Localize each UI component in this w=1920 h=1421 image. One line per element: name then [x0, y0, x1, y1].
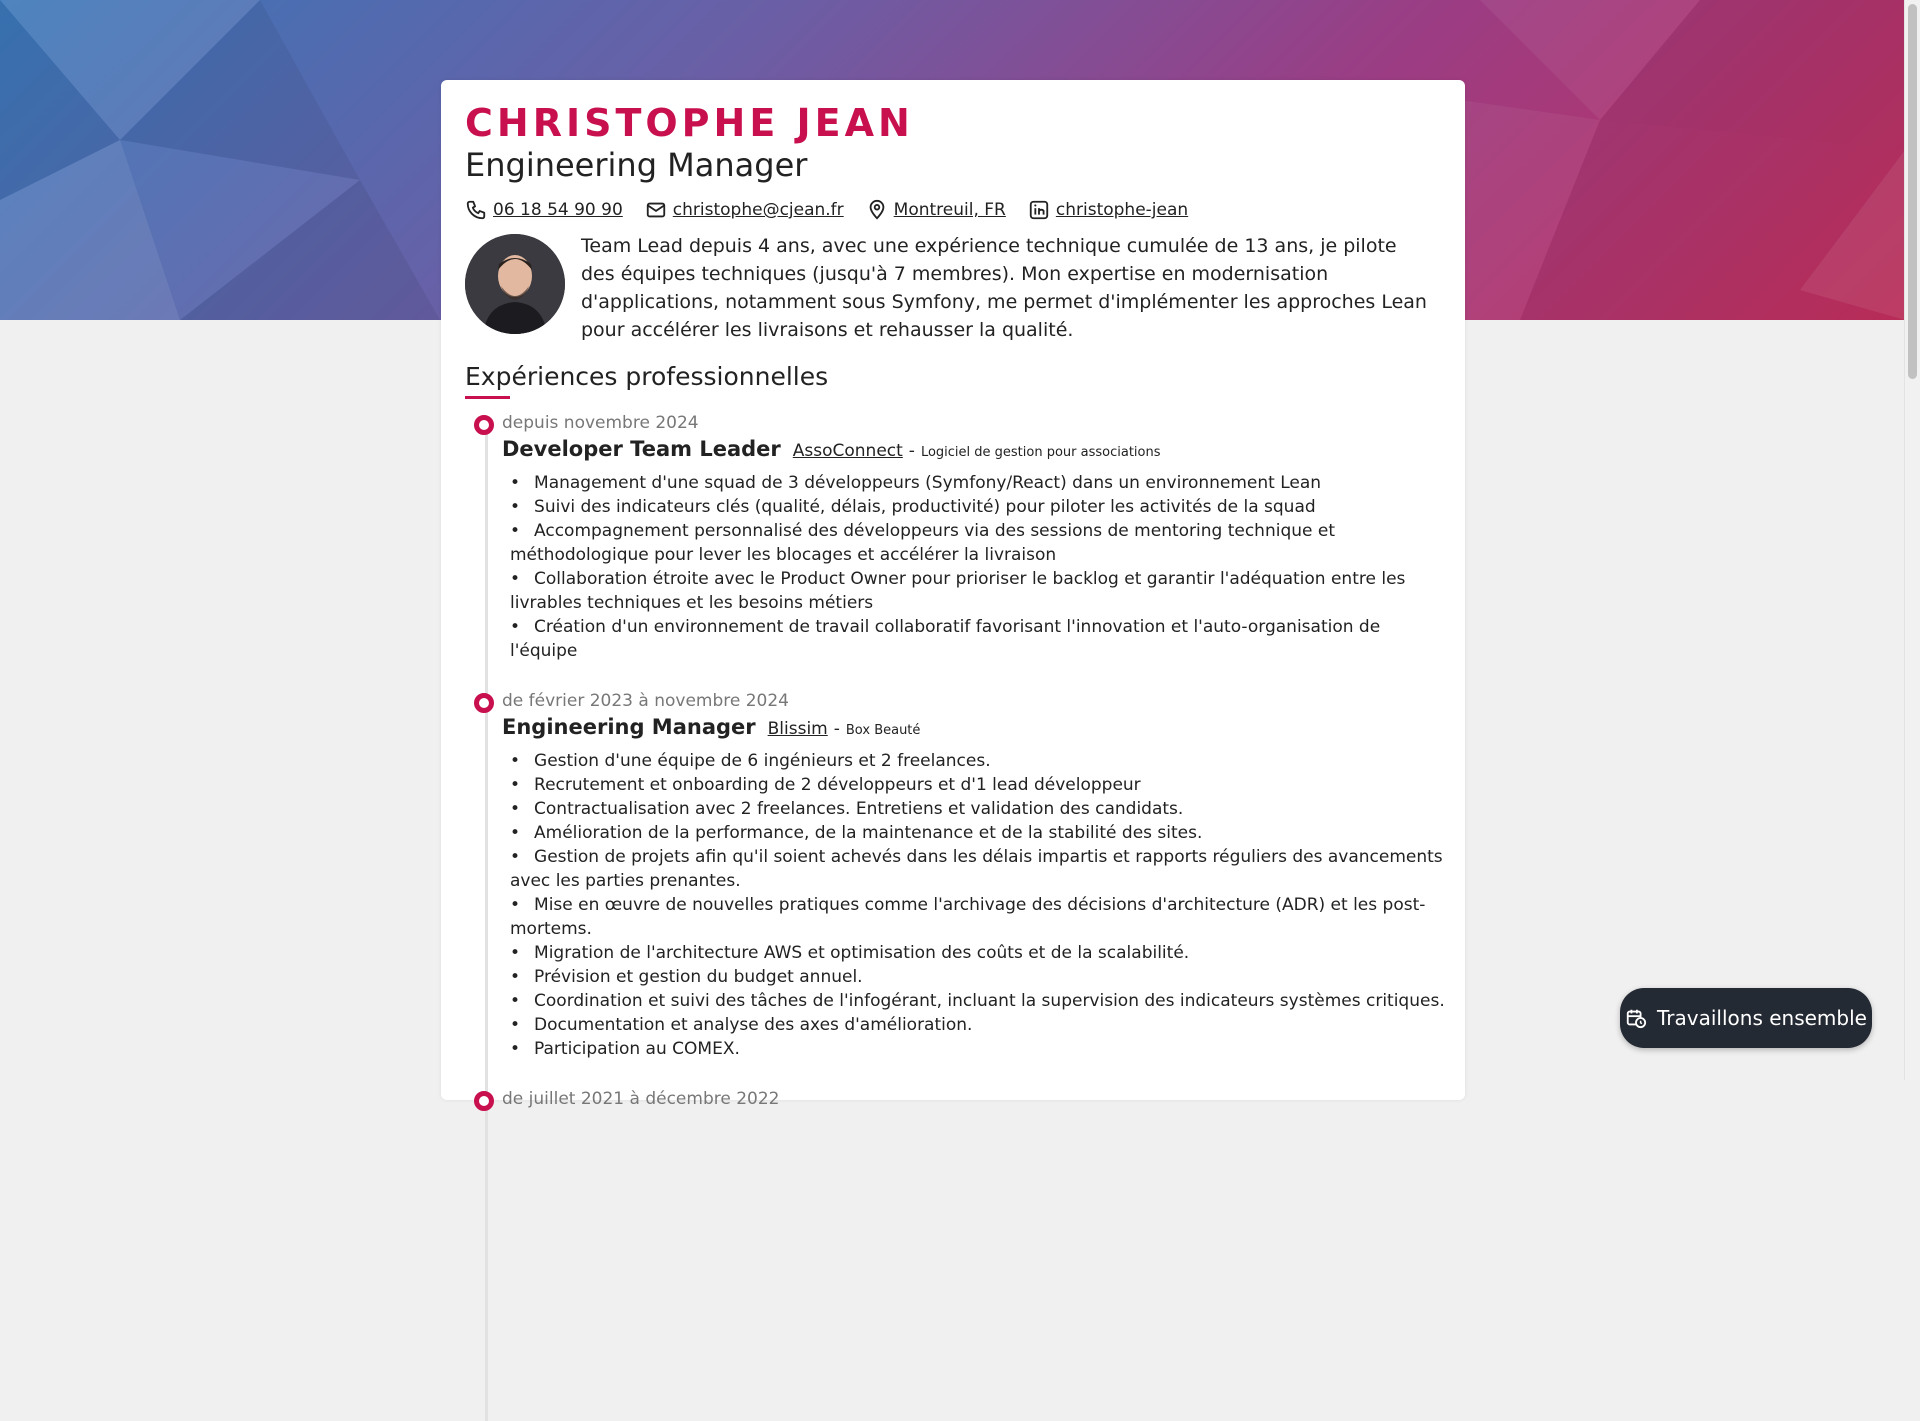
contact-linkedin: [1028, 199, 1188, 221]
experience-item: [465, 1089, 1435, 1109]
experience-role: Developer Team Leader: [502, 437, 781, 461]
company-description: Logiciel de gestion pour associations: [920, 445, 1161, 460]
cta-label: Travaillons ensemble: [1657, 1006, 1867, 1030]
page-scrollbar[interactable]: [1904, 0, 1920, 1080]
location-link[interactable]: Montreuil, FR: [893, 200, 1006, 220]
phone-link[interactable]: 06 18 54 90 90: [493, 200, 623, 220]
list-item: • Contractualisation avec 2 freelances. Entretiens et validation des candidats.: [510, 797, 1450, 821]
experience-header: [502, 715, 1435, 739]
list-item: • Participation au COMEX.: [510, 1037, 1450, 1061]
separator: -: [908, 441, 915, 461]
contact-cta-button[interactable]: [1620, 988, 1872, 1048]
company-link[interactable]: AssoConnect: [792, 441, 903, 461]
experience-role: Engineering Manager: [502, 715, 756, 739]
scrollbar-thumb[interactable]: [1908, 4, 1917, 379]
company-link[interactable]: Blissim: [767, 719, 828, 739]
list-item: • Prévision et gestion du budget annuel.: [510, 965, 1450, 989]
profile-name: CHRISTOPHE JEAN: [465, 101, 914, 145]
experience-period: de juillet 2021 à décembre 2022: [502, 1089, 780, 1109]
list-item: • Collaboration étroite avec le Product Owner pour prioriser le backlog et garantir l'adéquation entre les livrables techniques et les besoins métiers: [510, 567, 1450, 615]
contact-email: [645, 199, 844, 221]
list-item: • Gestion d'une équipe de 6 ingénieurs et 2 freelances.: [510, 749, 1450, 773]
list-item: • Documentation et analyse des axes d'amélioration.: [510, 1013, 1450, 1037]
linkedin-link[interactable]: christophe-jean: [1055, 200, 1189, 220]
phone-icon: [465, 199, 487, 221]
timeline-dot: [474, 693, 494, 713]
experience-item: [465, 413, 1435, 663]
avatar: [465, 234, 565, 334]
profile-title: Engineering Manager: [465, 146, 808, 184]
separator: -: [833, 719, 840, 739]
contact-bar: [465, 198, 1435, 222]
experience-bullets: [502, 749, 1450, 1061]
list-item: • Amélioration de la performance, de la maintenance et de la stabilité des sites.: [510, 821, 1450, 845]
list-item: • Suivi des indicateurs clés (qualité, délais, productivité) pour piloter les activités de la squad: [510, 495, 1450, 519]
list-item: • Gestion de projets afin qu'il soient achevés dans les délais impartis et rapports réguliers des avancements avec les parties prenantes.: [510, 845, 1450, 893]
mail-icon: [645, 199, 667, 221]
experience-bullets: [502, 471, 1450, 663]
experience-header: [502, 437, 1435, 461]
timeline-dot: [474, 1091, 494, 1111]
company-description: Box Beauté: [845, 723, 921, 738]
section-title-experience: Expériences professionnelles: [465, 362, 829, 391]
list-item: • Mise en œuvre de nouvelles pratiques comme l'archivage des décisions d'architecture (ADR) et les post-mortems.: [510, 893, 1450, 941]
bio-block: [465, 234, 1435, 344]
experience-item: [465, 691, 1445, 1061]
timeline-dot: [474, 415, 494, 435]
email-link[interactable]: christophe@cjean.fr: [672, 200, 844, 220]
list-item: • Coordination et suivi des tâches de l'infogérant, incluant la supervision des indicateurs systèmes critiques.: [510, 989, 1450, 1013]
experience-period: de février 2023 à novembre 2024: [502, 691, 789, 711]
list-item: • Recrutement et onboarding de 2 développeurs et d'1 lead développeur: [510, 773, 1450, 797]
calendar-clock-icon: [1625, 1007, 1647, 1029]
list-item: • Management d'une squad de 3 développeurs (Symfony/React) dans un environnement Lean: [510, 471, 1450, 495]
experience-period: depuis novembre 2024: [502, 413, 699, 433]
contact-phone: [465, 199, 623, 221]
map-pin-icon: [866, 199, 888, 221]
list-item: • Création d'un environnement de travail collaboratif favorisant l'innovation et l'auto-organisation de l'équipe: [510, 615, 1450, 663]
linkedin-icon: [1028, 199, 1050, 221]
list-item: • Migration de l'architecture AWS et optimisation des coûts et de la scalabilité.: [510, 941, 1450, 965]
bio-text: Team Lead depuis 4 ans, avec une expérience technique cumulée de 13 ans, je pilote des équipes techniques (jusqu'à 7 membres). Mon expertise en modernisation d'applications, notamment sous Symfony, me permet d'implémenter les approches Lean pour accélérer les livraisons et rehausser la qualité.: [581, 235, 1427, 341]
resume-card: [441, 80, 1465, 1109]
avatar-portrait: [465, 234, 565, 334]
contact-location: [866, 199, 1006, 221]
section-underline: [465, 396, 510, 399]
list-item: • Accompagnement personnalisé des développeurs via des sessions de mentoring technique et méthodologique pour lever les blocages et accélérer la livraison: [510, 519, 1450, 567]
experience-timeline: [465, 413, 1445, 1109]
